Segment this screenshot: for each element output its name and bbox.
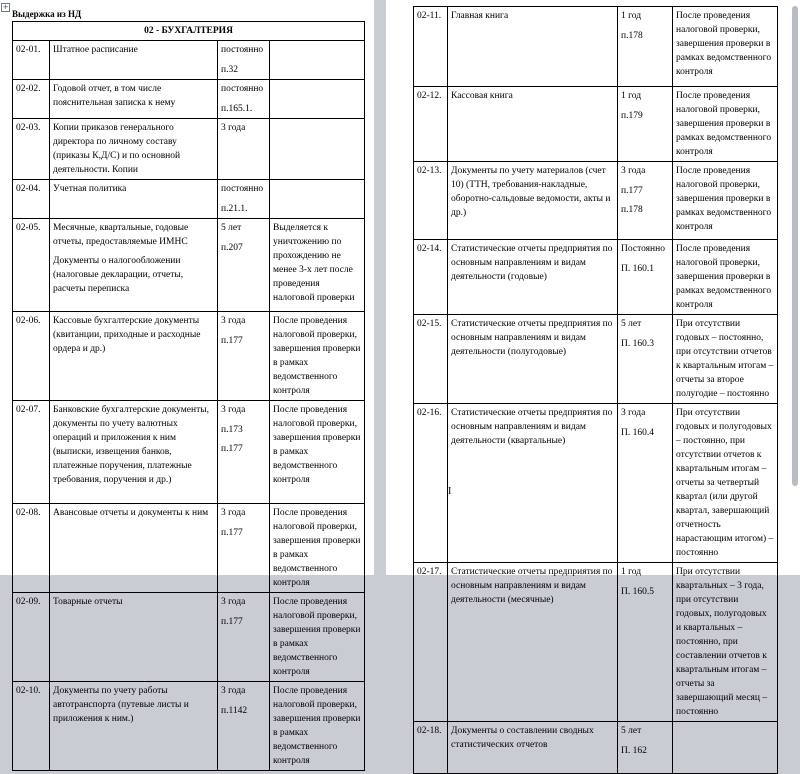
record-code: 02-04. [13,180,50,219]
table-row [13,41,365,80]
table-row [13,219,365,312]
document-page-right [386,0,800,756]
table-row [414,722,778,774]
table-move-handle-icon[interactable]: + [2,3,9,11]
record-title: Авансовые отчеты и документы к ним [50,504,218,593]
record-title: Штатное расписание [50,41,218,80]
table-row [414,87,778,162]
retention-term [218,682,270,771]
table-row [13,401,365,504]
retention-period: Постоянно [621,244,665,254]
table-row [13,119,365,180]
retention-term [618,722,673,774]
record-title: Документы по учету работы автотранспорта (путевые листы и приложения к ним.) [50,682,218,771]
record-code: 02-11. [414,7,448,87]
article-reference: п.177 п.178 [621,186,643,215]
record-note [270,180,365,219]
record-note: После проведения налоговой проверки, завершения проверки в рамках ведомственного контроля [270,504,365,593]
record-title: Банковские бухгалтерские документы, документы по учету валютных операций и приложения к ним (выписки, извещения банков, платежные поручения, платежные требования, поручения и др.) [50,401,218,504]
retention-period: 3 года [221,686,246,696]
record-code: 02-15. [414,315,448,404]
table-row [13,504,365,593]
record-note: Выделяется к уничтожению по прохождению не менее 3-х лет после проведения налоговой проверки [270,219,365,312]
retention-period: 1 год [621,567,642,577]
record-code: 02-12. [414,87,448,162]
record-code: 02-13. [414,162,448,240]
record-title: Статистические отчеты предприятия по основным направлениям и видам деятельности (месячные) [448,563,618,722]
table-row [414,7,778,87]
records-table-right [413,6,778,774]
record-note: При отсутствии квартальных – 3 года, при отсутствии годовых, полугодовых и квартальных – постоянно, при составлении отчетов к квартальным итогам – отчеты за завершающий месяц – постоянно [673,563,778,722]
record-note [673,722,778,774]
retention-period: 1 год [621,91,642,101]
retention-period: 5 лет [621,726,642,736]
retention-term [618,315,673,404]
article-reference: П. 160.1 [621,264,654,274]
record-title: Статистические отчеты предприятия по основным направлениям и видам деятельности (полугодовые) [448,315,618,404]
retention-term [218,593,270,682]
records-table-left [12,21,365,771]
record-note: После проведения налоговой проверки, завершения проверки в рамках ведомственного контроля [270,593,365,682]
record-note: После проведения налоговой проверки, завершения проверки в рамках ведомственного контроля [270,682,365,771]
retention-period: 3 года [221,597,246,607]
record-code: 02-09. [13,593,50,682]
retention-term [618,162,673,240]
article-reference: П. 162 [621,746,647,756]
article-reference: п.179 [621,111,643,121]
record-code: 02-01. [13,41,50,80]
retention-period: 3 года [221,123,246,133]
table-row [13,180,365,219]
record-title: Месячные, квартальные, годовые отчеты, предоставляемые ИМНС Документы о налогообложении (налоговые декларации, отчеты, расчеты переписка [50,219,218,312]
retention-term [618,240,673,315]
retention-term [618,7,673,87]
record-note: При отсутствии годовых – постоянно, при отсутствии отчетов к квартальным итогам – отчеты за второе полугодие – постоянно [673,315,778,404]
record-title: Документы о составлении сводных статистических отчетов [448,722,618,774]
record-code: 02-06. [13,312,50,401]
retention-term [618,563,673,722]
record-note [270,41,365,80]
record-note: После проведения налоговой проверки, завершения проверки в рамках ведомственного контроля [673,240,778,315]
record-title: Кассовые бухгалтерские документы (квитанции, приходные и расходные ордера и др.) [50,312,218,401]
record-code: 02-10. [13,682,50,771]
article-reference: П. 160.4 [621,428,654,438]
retention-period: 5 лет [221,223,242,233]
article-reference: п.178 [621,31,643,41]
record-title: Товарные отчеты [50,593,218,682]
record-code: 02-07. [13,401,50,504]
retention-period: 3 года [221,508,246,518]
table-row [13,80,365,119]
retention-term [218,119,270,180]
table-row [414,162,778,240]
record-code: 02-14. [414,240,448,315]
table-row [414,563,778,722]
record-code: 02-16. [414,404,448,563]
record-note [270,119,365,180]
record-title: Учетная политика [50,180,218,219]
record-note [270,80,365,119]
record-title: Статистические отчеты предприятия по основным направлениям и видам деятельности (годовые) [448,240,618,315]
retention-term [218,180,270,219]
record-title: Кассовая книга [448,87,618,162]
retention-period: 3 года [221,316,246,326]
table-row [414,240,778,315]
record-code: 02-18. [414,722,448,774]
record-note: При отсутствии годовых и полугодовых – постоянно, при отсутствии отчетов к квартальным итогам – отчеты за четвертый квартал (или другой квартал, завершающий отчетность нарастающим итогом) – постоянно [673,404,778,563]
record-note: После проведения налоговой проверки, завершения проверки в рамках ведомственного контроля [673,162,778,240]
record-code: 02-03. [13,119,50,180]
retention-term [618,404,673,563]
document-title: Выдержка из НД [12,9,82,19]
record-code: 02-02. [13,80,50,119]
article-reference: П. 160.3 [621,339,654,349]
retention-term [218,312,270,401]
retention-term [218,219,270,312]
record-code: 02-17. [414,563,448,722]
retention-period: 5 лет [621,319,642,329]
article-reference: п.207 [221,243,243,253]
vertical-scrollbar[interactable] [792,6,798,486]
article-reference: п.21.1. [221,204,248,214]
record-note: После проведения налоговой проверки, завершения проверки в рамках ведомственного контроля [270,312,365,401]
article-reference: п.173 п.177 [221,425,243,454]
retention-term [218,41,270,80]
article-reference: п.177 [221,617,243,627]
table-row [13,682,365,771]
retention-period: 1 год [621,11,642,21]
record-title: Копии приказов генерального директора по личному составу (приказы К,Д/С) и по основной деятельности. Копии [50,119,218,180]
retention-period: 3 года [621,166,646,176]
table-row [414,315,778,404]
record-code: 02-08. [13,504,50,593]
article-reference: п.177 [221,336,243,346]
table-row [13,312,365,401]
record-title: Главная книга [448,7,618,87]
record-title: Годовой отчет, в том числе пояснительная записка к нему [50,80,218,119]
record-title: Документы по учету материалов (счет 10) (ТТН, требования-накладные, оборотно-сальдовые ведомости, акты и др.) [448,162,618,240]
retention-term [218,504,270,593]
record-title: Статистические отчеты предприятия по основным направлениям и видам деятельности (квартальные) [448,404,618,563]
retention-term [618,87,673,162]
record-code: 02-05. [13,219,50,312]
retention-term [218,80,270,119]
article-reference: п.32 [221,65,238,75]
table-row [13,593,365,682]
article-reference: п.165.1. [221,104,253,114]
article-reference: п.177 [221,528,243,538]
retention-period: 3 года [621,408,646,418]
retention-period: постоянно [221,45,264,55]
record-note: После проведения налоговой проверки, завершения проверки в рамках ведомственного контроля [673,7,778,87]
retention-term [218,401,270,504]
section-header: 02 - БУХГАЛТЕРИЯ [13,22,365,41]
record-note: После проведения налоговой проверки, завершения проверки в рамках ведомственного контроля [673,87,778,162]
document-page-left [0,0,374,766]
article-reference: П. 160.5 [621,587,654,597]
table-row [414,404,778,563]
record-note: После проведения налоговой проверки, завершения проверки в рамках ведомственного контроля [270,401,365,504]
retention-period: постоянно [221,184,264,194]
retention-period: 3 года [221,405,246,415]
text-cursor: I [448,486,452,497]
retention-period: постоянно [221,84,264,94]
article-reference: п.1142 [221,706,248,716]
